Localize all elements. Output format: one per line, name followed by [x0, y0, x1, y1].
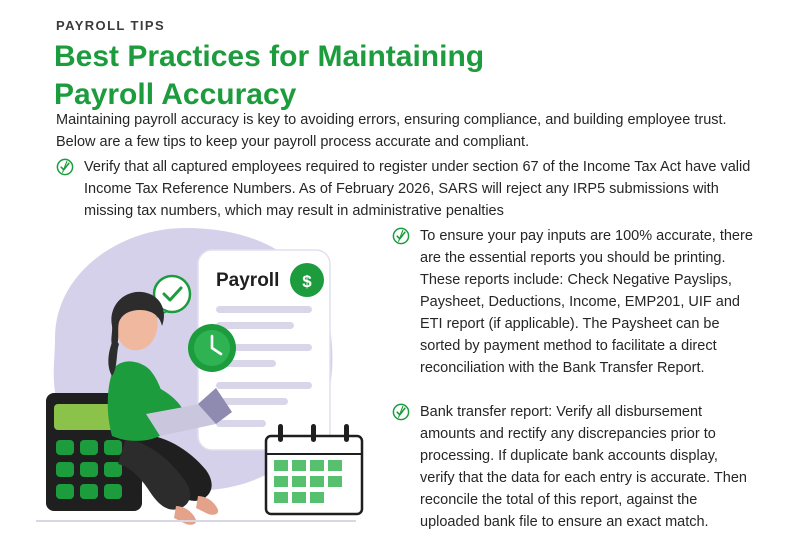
- clock-icon: [188, 324, 236, 372]
- tip-item: [56, 156, 756, 222]
- dollar-badge: [290, 263, 324, 297]
- page-title: [54, 38, 714, 115]
- check-circle-icon: [56, 158, 74, 176]
- svg-text:$: $: [302, 272, 312, 291]
- divider: [36, 520, 356, 522]
- headline-line-1: Best Practices for Maintaining: [54, 40, 485, 73]
- tip-item: [392, 401, 756, 533]
- intro-paragraph: Maintaining payroll accuracy is key to avoiding errors, ensuring compliance, and building employee trust. Below are a few tips to keep your payroll process accurate and compliant.: [56, 112, 727, 150]
- tip-text: Bank transfer report: Verify all disbursement amounts and rectify any discrepancies prior to processing. If duplicate bank accounts display, verify that the data for each entry is accurate. Then reconcile the total of this report, against the uploaded bank file to ensure an exact match.: [420, 404, 747, 531]
- eyebrow-label: PAYROLL TIPS: [56, 18, 166, 33]
- calendar: [266, 424, 362, 514]
- tip-item: [392, 225, 756, 379]
- document-title: Payroll: [216, 270, 280, 291]
- payroll-illustration: [20, 218, 400, 528]
- tip-text: To ensure your pay inputs are 100% accurate, there are the essential reports you should be printing. These reports include: Check Negative Payslips, Paysheet, Deductions, Income, EMP201, UIF and ETI report (if applicable). The Paysheet can be sorted by payment method to facilitate a direct reconciliation with the Bank Transfer Report.: [420, 228, 753, 377]
- tip-text: Verify that all captured employees required to register under section 67 of the Income Tax Act have valid Income Tax Reference Numbers. As of February 2026, SARS will reject any IRP5 submissions with missing tax numbers, which may result in administrative penalties: [84, 159, 751, 220]
- tips-column: [392, 225, 756, 555]
- headline-line-2: Payroll Accuracy: [54, 78, 297, 112]
